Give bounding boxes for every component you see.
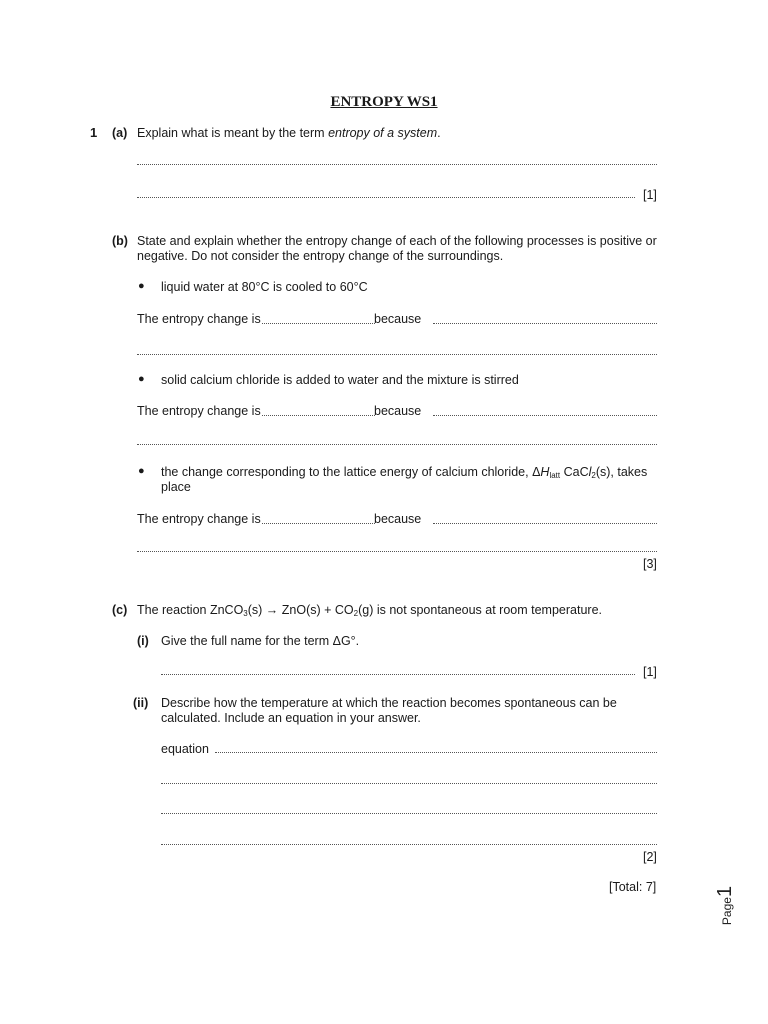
delta-symbol: Δ xyxy=(532,465,541,479)
entropy-sign-blank[interactable] xyxy=(262,523,375,524)
enthalpy-symbol: H xyxy=(540,465,550,479)
part-a-text-prefix: Explain what is meant by the term xyxy=(137,126,329,140)
page-number: 1 xyxy=(714,885,737,898)
process-item-3 xyxy=(161,465,647,480)
page-label: Page xyxy=(720,897,735,926)
part-c-i-label: (i) xyxy=(137,634,149,648)
part-a-mark: [1] xyxy=(643,188,657,202)
answer-line[interactable] xyxy=(137,197,635,198)
item3-prefix: the change corresponding to the lattice energy of calcium chloride, xyxy=(161,465,533,479)
lattice-subscript: latt xyxy=(549,471,561,480)
entropy-change-label: The entropy change is xyxy=(137,512,261,526)
because-label: because xyxy=(374,404,422,418)
answer-line[interactable] xyxy=(137,164,657,165)
chloride-subscript: 2 xyxy=(591,471,596,480)
reaction-statement xyxy=(137,603,602,618)
reaction-middle: (s) → ZnO(s) + CO xyxy=(247,603,354,617)
page-number-footer xyxy=(714,884,744,928)
entropy-change-label: The entropy change is xyxy=(137,404,261,418)
because-label: because xyxy=(374,512,422,526)
question-number: 1 xyxy=(90,125,98,140)
reason-blank[interactable] xyxy=(433,523,657,524)
part-c-i-mark: [1] xyxy=(643,665,657,679)
part-a-question xyxy=(137,126,441,140)
answer-line[interactable] xyxy=(161,813,657,814)
reaction-prefix: The reaction ZnCO xyxy=(137,603,244,617)
part-c-i-question: Give the full name for the term ΔG°. xyxy=(161,634,360,648)
part-b-intro-line2: negative. Do not consider the entropy change of the surroundings. xyxy=(137,249,504,263)
entropy-sign-blank[interactable] xyxy=(262,323,375,324)
process-item-3-line2: place xyxy=(161,480,191,494)
part-a-label: (a) xyxy=(112,126,128,140)
reason-blank[interactable] xyxy=(433,323,657,324)
equation-label: equation xyxy=(161,742,209,756)
part-a-text-suffix: . xyxy=(437,126,441,140)
part-b-label: (b) xyxy=(112,234,128,248)
answer-line[interactable] xyxy=(137,444,657,445)
entropy-change-label: The entropy change is xyxy=(137,312,261,326)
answer-line[interactable] xyxy=(161,783,657,784)
reaction-suffix: (g) is not spontaneous at room temperature. xyxy=(358,603,602,617)
part-c-ii-mark: [2] xyxy=(643,850,657,864)
part-c-ii-label: (ii) xyxy=(133,696,149,710)
reason-blank[interactable] xyxy=(433,415,657,416)
because-label: because xyxy=(374,312,422,326)
answer-line[interactable] xyxy=(137,551,657,552)
co2-subscript: 2 xyxy=(353,609,359,618)
answer-line[interactable] xyxy=(161,674,635,675)
part-c-ii-line1: Describe how the temperature at which the reaction becomes spontaneous can be xyxy=(161,696,617,710)
bullet-icon: ● xyxy=(138,280,145,292)
bullet-icon: ● xyxy=(138,465,145,477)
entropy-sign-blank[interactable] xyxy=(262,415,375,416)
answer-line[interactable] xyxy=(137,354,657,355)
carbonate-subscript: 3 xyxy=(243,609,248,618)
answer-line[interactable] xyxy=(161,844,657,845)
chlorine-l: l xyxy=(588,465,592,479)
part-a-term: entropy of a system xyxy=(328,126,438,140)
part-b-intro-line1: State and explain whether the entropy change of each of the following processes is positive or xyxy=(137,234,657,248)
process-item-2: solid calcium chloride is added to water and the mixture is stirred xyxy=(161,373,519,387)
total-marks: [Total: 7] xyxy=(609,880,657,894)
part-b-mark: [3] xyxy=(643,557,657,571)
part-c-label: (c) xyxy=(112,603,128,617)
equation-blank[interactable] xyxy=(215,752,657,753)
bullet-icon: ● xyxy=(138,373,145,385)
process-item-1: liquid water at 80°C is cooled to 60°C xyxy=(161,280,368,294)
item3-tail: (s), takes xyxy=(595,465,648,479)
calcium-symbol: CaC xyxy=(560,465,589,479)
part-c-ii-line2: calculated. Include an equation in your answer. xyxy=(161,711,421,725)
worksheet-title: ENTROPY WS1 xyxy=(330,94,438,110)
